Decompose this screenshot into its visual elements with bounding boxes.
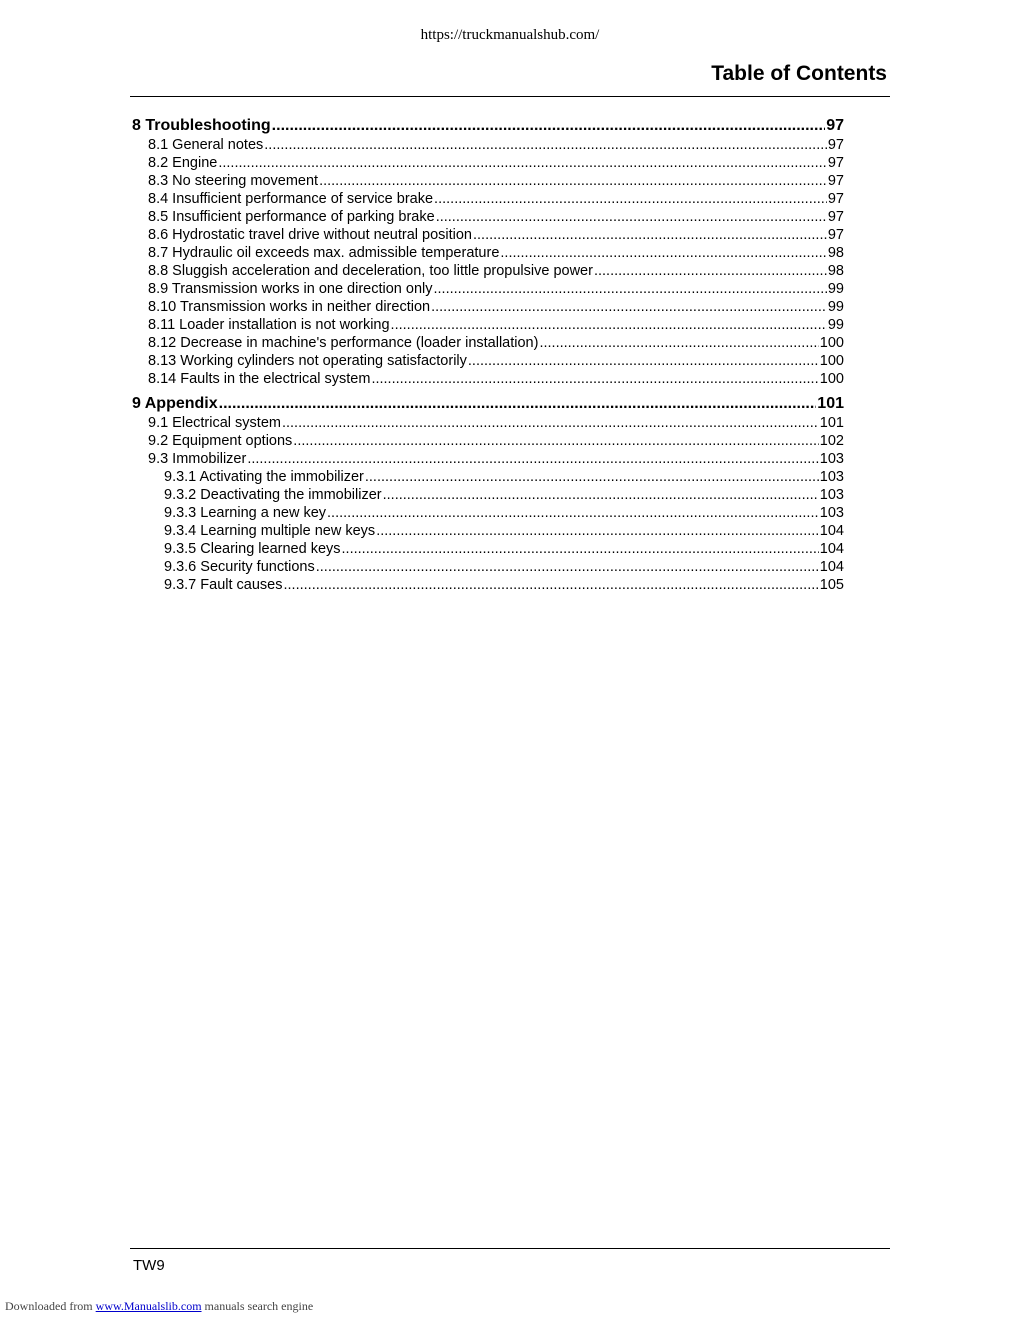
toc-entry-page: 103 bbox=[819, 469, 844, 485]
toc-section-entry[interactable] bbox=[132, 172, 844, 190]
toc-section-entry[interactable] bbox=[132, 298, 844, 316]
toc-chapter-entry[interactable] bbox=[132, 394, 844, 414]
toc-entry-page: 104 bbox=[819, 541, 844, 557]
toc-entry-page: 99 bbox=[827, 317, 844, 333]
toc-section-entry[interactable] bbox=[132, 136, 844, 154]
toc-entry-title: 8.2 Engine bbox=[148, 155, 218, 171]
toc-dot-leader bbox=[500, 244, 826, 262]
toc-dot-leader bbox=[383, 486, 819, 504]
toc-entry-title: 9 Appendix bbox=[132, 395, 218, 412]
toc-dot-leader bbox=[316, 558, 819, 576]
toc-entry-page: 99 bbox=[827, 299, 844, 315]
toc-section-entry[interactable] bbox=[132, 244, 844, 262]
toc-dot-leader bbox=[539, 334, 818, 352]
toc-dot-leader bbox=[264, 136, 827, 154]
toc-entry-page: 103 bbox=[819, 451, 844, 467]
footer-model-code: TW9 bbox=[133, 1257, 165, 1274]
toc-dot-leader bbox=[371, 370, 818, 388]
toc-dot-leader bbox=[473, 226, 827, 244]
toc-entry-title: 9.3.5 Clearing learned keys bbox=[164, 541, 341, 557]
toc-entry-title: 8.1 General notes bbox=[148, 137, 264, 153]
toc-entry-page: 97 bbox=[827, 137, 844, 153]
toc-chapter-entry[interactable] bbox=[132, 116, 844, 136]
download-note-prefix: Downloaded from bbox=[5, 1299, 93, 1313]
toc-section-entry[interactable] bbox=[132, 370, 844, 388]
toc-dot-leader bbox=[282, 414, 819, 432]
toc-entry-page: 99 bbox=[827, 281, 844, 297]
toc-section-entry[interactable] bbox=[132, 522, 844, 540]
source-url: https://truckmanualshub.com/ bbox=[420, 27, 600, 43]
toc-entry-title: 8.7 Hydraulic oil exceeds max. admissible temperature bbox=[148, 245, 500, 261]
toc-dot-leader bbox=[293, 432, 819, 450]
toc-entry-page: 97 bbox=[827, 227, 844, 243]
toc-entry-page: 97 bbox=[827, 155, 844, 171]
toc-dot-leader bbox=[468, 352, 819, 370]
toc-entry-page: 97 bbox=[827, 209, 844, 225]
toc-entry-title: 9.3.6 Security functions bbox=[164, 559, 315, 575]
toc-entry-title: 8.9 Transmission works in one direction only bbox=[148, 281, 433, 297]
toc-dot-leader bbox=[436, 208, 827, 226]
toc-dot-leader bbox=[219, 394, 817, 414]
toc-entry-title: 8.5 Insufficient performance of parking brake bbox=[148, 209, 435, 225]
toc-section-entry[interactable] bbox=[132, 154, 844, 172]
toc-entry-page: 102 bbox=[819, 433, 844, 449]
toc-entry-title: 9.2 Equipment options bbox=[148, 433, 293, 449]
toc-entry-page: 100 bbox=[819, 353, 844, 369]
toc-section-entry[interactable] bbox=[132, 486, 844, 504]
toc-entry-page: 101 bbox=[819, 415, 844, 431]
toc-section-entry[interactable] bbox=[132, 226, 844, 244]
toc-dot-leader bbox=[319, 172, 827, 190]
toc-entry-page: 103 bbox=[819, 487, 844, 503]
toc-entry-title: 8.6 Hydrostatic travel drive without neutral position bbox=[148, 227, 472, 243]
toc-dot-leader bbox=[272, 116, 826, 136]
toc-entry-title: 8.10 Transmission works in neither direction bbox=[148, 299, 431, 315]
toc-section-entry[interactable] bbox=[132, 262, 844, 280]
toc-entry-page: 97 bbox=[827, 173, 844, 189]
toc-entry-title: 8.14 Faults in the electrical system bbox=[148, 371, 371, 387]
toc-section-entry[interactable] bbox=[132, 334, 844, 352]
toc-dot-leader bbox=[284, 576, 819, 594]
toc-entry-title: 9.3.1 Activating the immobilizer bbox=[164, 469, 364, 485]
toc-section-entry[interactable] bbox=[132, 576, 844, 594]
toc-entry-page: 100 bbox=[819, 335, 844, 351]
toc-dot-leader bbox=[247, 450, 818, 468]
toc-entry-title: 8.12 Decrease in machine's performance (loader installation) bbox=[148, 335, 539, 351]
toc-entry-title: 9.3.3 Learning a new key bbox=[164, 505, 327, 521]
toc-section-entry[interactable] bbox=[132, 414, 844, 432]
toc-dot-leader bbox=[376, 522, 819, 540]
toc-section-entry[interactable] bbox=[132, 280, 844, 298]
manualslib-link[interactable]: www.Manualslib.com bbox=[95, 1299, 202, 1313]
toc-entry-page: 105 bbox=[819, 577, 844, 593]
toc-entry-page: 104 bbox=[819, 523, 844, 539]
footer-divider bbox=[130, 1248, 890, 1249]
toc-section-entry[interactable] bbox=[132, 432, 844, 450]
toc-entry-page: 101 bbox=[817, 395, 844, 412]
toc-entry-page: 98 bbox=[827, 263, 844, 279]
page-title: Table of Contents bbox=[711, 62, 887, 85]
toc-section-entry[interactable] bbox=[132, 190, 844, 208]
download-note-suffix: manuals search engine bbox=[204, 1299, 314, 1313]
toc-section-entry[interactable] bbox=[132, 450, 844, 468]
toc-dot-leader bbox=[594, 262, 827, 280]
table-of-contents bbox=[132, 116, 844, 594]
toc-entry-title: 9.1 Electrical system bbox=[148, 415, 281, 431]
toc-entry-title: 8.4 Insufficient performance of service brake bbox=[148, 191, 434, 207]
toc-entry-title: 8 Troubleshooting bbox=[132, 117, 271, 134]
toc-entry-title: 9.3 Immobilizer bbox=[148, 451, 247, 467]
toc-dot-leader bbox=[431, 298, 827, 316]
toc-dot-leader bbox=[365, 468, 819, 486]
toc-section-entry[interactable] bbox=[132, 468, 844, 486]
toc-entry-page: 97 bbox=[826, 117, 844, 134]
toc-entry-title: 8.13 Working cylinders not operating satisfactorily bbox=[148, 353, 467, 369]
toc-dot-leader bbox=[434, 190, 827, 208]
toc-entry-page: 103 bbox=[819, 505, 844, 521]
toc-dot-leader bbox=[218, 154, 827, 172]
toc-entry-title: 8.3 No steering movement bbox=[148, 173, 319, 189]
toc-entry-title: 9.3.7 Fault causes bbox=[164, 577, 283, 593]
toc-dot-leader bbox=[391, 316, 827, 334]
toc-entry-page: 98 bbox=[827, 245, 844, 261]
toc-entry-page: 100 bbox=[819, 371, 844, 387]
toc-section-entry[interactable] bbox=[132, 352, 844, 370]
toc-entry-title: 8.11 Loader installation is not working bbox=[148, 317, 390, 333]
toc-entry-page: 97 bbox=[827, 191, 844, 207]
toc-section-entry[interactable] bbox=[132, 558, 844, 576]
toc-dot-leader bbox=[434, 280, 827, 298]
toc-entry-title: 9.3.4 Learning multiple new keys bbox=[164, 523, 376, 539]
toc-section-entry[interactable] bbox=[132, 504, 844, 522]
toc-dot-leader bbox=[342, 540, 819, 558]
toc-entry-page: 104 bbox=[819, 559, 844, 575]
download-note bbox=[5, 1299, 313, 1314]
toc-entry-title: 8.8 Sluggish acceleration and deceleration, too little propulsive power bbox=[148, 263, 593, 279]
toc-section-entry[interactable] bbox=[132, 208, 844, 226]
toc-section-entry[interactable] bbox=[132, 316, 844, 334]
header-divider bbox=[130, 96, 890, 97]
toc-section-entry[interactable] bbox=[132, 540, 844, 558]
toc-entry-title: 9.3.2 Deactivating the immobilizer bbox=[164, 487, 382, 503]
toc-dot-leader bbox=[327, 504, 819, 522]
